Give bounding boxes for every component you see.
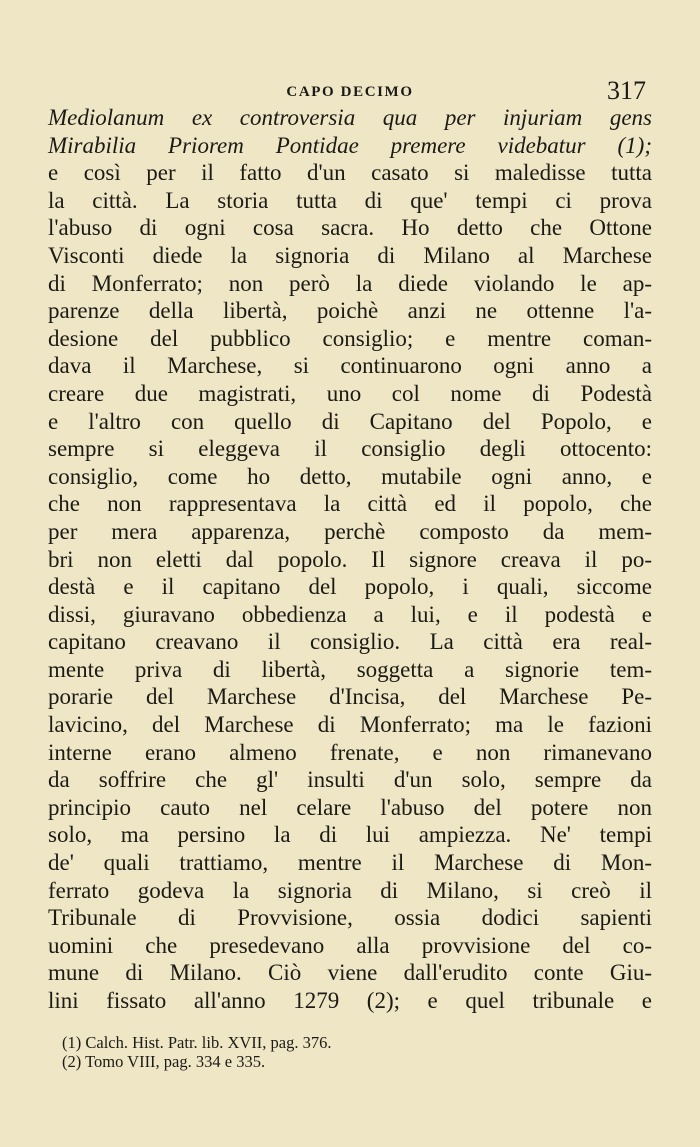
footnotes: [62, 1033, 622, 1071]
text-line: Visconti diede la signoria di Milano al Marchese: [48, 242, 652, 268]
text-line: di Monferrato; non però la diede violando le ap-: [48, 270, 652, 296]
text-line: solo, ma persino la di lui ampiezza. Ne' tempi: [48, 822, 652, 848]
text-line: desione del pubblico consiglio; e mentre coman-: [48, 325, 652, 351]
text-line: ferrato godeva la signoria di Milano, si creò il: [48, 877, 652, 903]
text-line: da soffrire che gl' insulti d'un solo, sempre da: [48, 767, 652, 793]
text-line: la città. La storia tutta di que' tempi ci prova: [48, 187, 652, 213]
running-head: CAPO DECIMO: [286, 84, 414, 100]
text-line: mente priva di libertà, soggetta a signorie tem-: [48, 656, 652, 682]
text-line: capitano creavano il consiglio. La città era real-: [48, 629, 652, 655]
footnote: (2) Tomo VIII, pag. 334 e 335.: [62, 1052, 266, 1071]
text-line: interne erano almeno frenate, e non rimanevano: [48, 739, 652, 765]
text-line: principio cauto nel celare l'abuso del potere non: [48, 794, 652, 820]
text-line: uomini che presedevano alla provvisione del co-: [48, 932, 652, 958]
text-line: lavicino, del Marchese di Monferrato; ma le fazioni: [48, 712, 652, 738]
text-line: e l'altro con quello di Capitano del Popolo, e: [48, 408, 652, 434]
text-line: parenze della libertà, poichè anzi ne ottenne l'a-: [48, 298, 652, 324]
text-line: per mera apparenza, perchè composto da mem-: [48, 518, 652, 544]
page-number: 317: [607, 76, 646, 105]
text-line: che non rappresentava la città ed il popolo, che: [48, 491, 652, 517]
text-line: de' quali trattiamo, mentre il Marchese di Mon-: [48, 850, 652, 876]
text-line: destà e il capitano del popolo, i quali, siccome: [48, 574, 652, 600]
text-line: creare due magistrati, uno col nome di Podestà: [48, 380, 652, 406]
text-line: Tribunale di Provvisione, ossia dodici sapienti: [48, 905, 652, 931]
text-line: lini fissato all'anno 1279 (2); e quel tribunale e: [48, 988, 652, 1013]
footnote: (1) Calch. Hist. Patr. lib. XVII, pag. 376.: [62, 1033, 332, 1052]
text-line: dissi, giuravano obbedienza a lui, e il podestà e: [48, 601, 652, 627]
text-line: Mirabilia Priorem Pontidae premere videbatur (1);: [48, 132, 652, 158]
text-line: l'abuso di ogni cosa sacra. Ho detto che Ottone: [48, 215, 652, 241]
text-line: consiglio, come ho detto, mutabile ogni anno, e: [48, 463, 652, 489]
body-text: [48, 104, 652, 1015]
text-line: sempre si eleggeva il consiglio degli ottocento:: [48, 436, 652, 462]
text-line: porarie del Marchese d'Incisa, del Marchese Pe-: [48, 684, 652, 710]
text-line: dava il Marchese, si continuarono ogni anno a: [48, 353, 652, 379]
text-line: e così per il fatto d'un casato si maledisse tutta: [48, 160, 652, 186]
text-line: mune di Milano. Ciò viene dall'erudito conte Giu-: [48, 960, 652, 986]
text-line: bri non eletti dal popolo. Il signore creava il po-: [48, 546, 652, 572]
text-line: Mediolanum ex controversia qua per injuriam gens: [48, 105, 652, 130]
